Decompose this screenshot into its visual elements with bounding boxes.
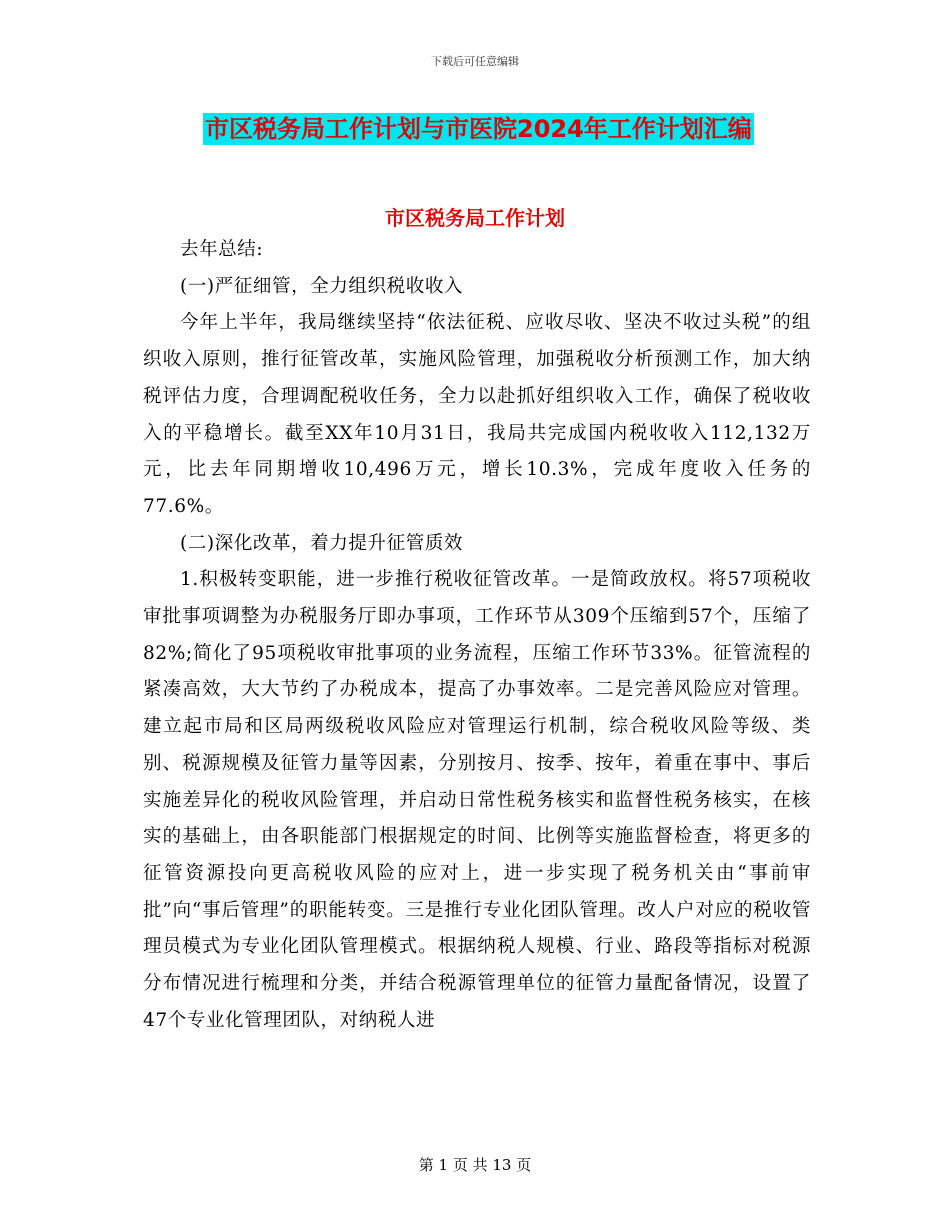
page-footer: 第 1 页 共 13 页 bbox=[418, 1156, 532, 1174]
paragraph: (一)严征细管，全力组织税收收入 bbox=[180, 275, 464, 297]
body-text bbox=[143, 232, 811, 1039]
section-title: 市区税务局工作计划 bbox=[385, 206, 565, 230]
document-title: 市区税务局工作计划与市医院2024年工作计划汇编 bbox=[205, 115, 752, 143]
paragraph: 1.积极转变职能，进一步推行税收征管改革。一是简政放权。将57项税收审批事项调整为办税服务厅即办事项，工作环节从309个压缩到57个，压缩了82%;简化了95项税收审批事项的业务流程，压缩工作环节33%。征管流程的紧凑高效，大大节约了办税成本，提高了办事效率。二是完善风险应对管理。建立起市局和区局两级税收风险应对管理运行机制，综合税收风险等级、类别、税源规模及征管力量等因素，分别按月、按季、按年，着重在事中、事后实施差异化的税收风险管理，并启动日常性税务核实和监督性税务核实，在核实的基础上，由各职能部门根据规定的时间、比例等实施监督检查，将更多的征管资源投向更高税收风险的应对上，进一步实现了税务机关由“事前审批”向“事后管理”的职能转变。三是推行专业化团队管理。改人户对应的税收管理员模式为专业化团队管理模式。根据纳税人规模、行业、路段等指标对税源分布情况进行梳理和分类，并结合税源管理单位的征管力量配备情况，设置了47个专业化管理团队，对纳税人进 bbox=[143, 569, 811, 1031]
header-note: 下载后可任意编辑 bbox=[431, 55, 519, 68]
paragraph: (二)深化改革，着力提升征管质效 bbox=[180, 532, 464, 554]
paragraph: 今年上半年，我局继续坚持“依法征税、应收尽收、坚决不收过头税”的组织收入原则，推行征管改革，实施风险管理，加强税收分析预测工作，加大纳税评估力度，合理调配税收任务，全力以赴抓好组织收入工作，确保了税收收入的平稳增长。截至XX年10月31日，我局共完成国内税收收入112,132万元，比去年同期增收10,496万元，增长10.3%，完成年度收入任务的77.6%。 bbox=[143, 312, 811, 517]
paragraph: 去年总结: bbox=[180, 239, 264, 260]
